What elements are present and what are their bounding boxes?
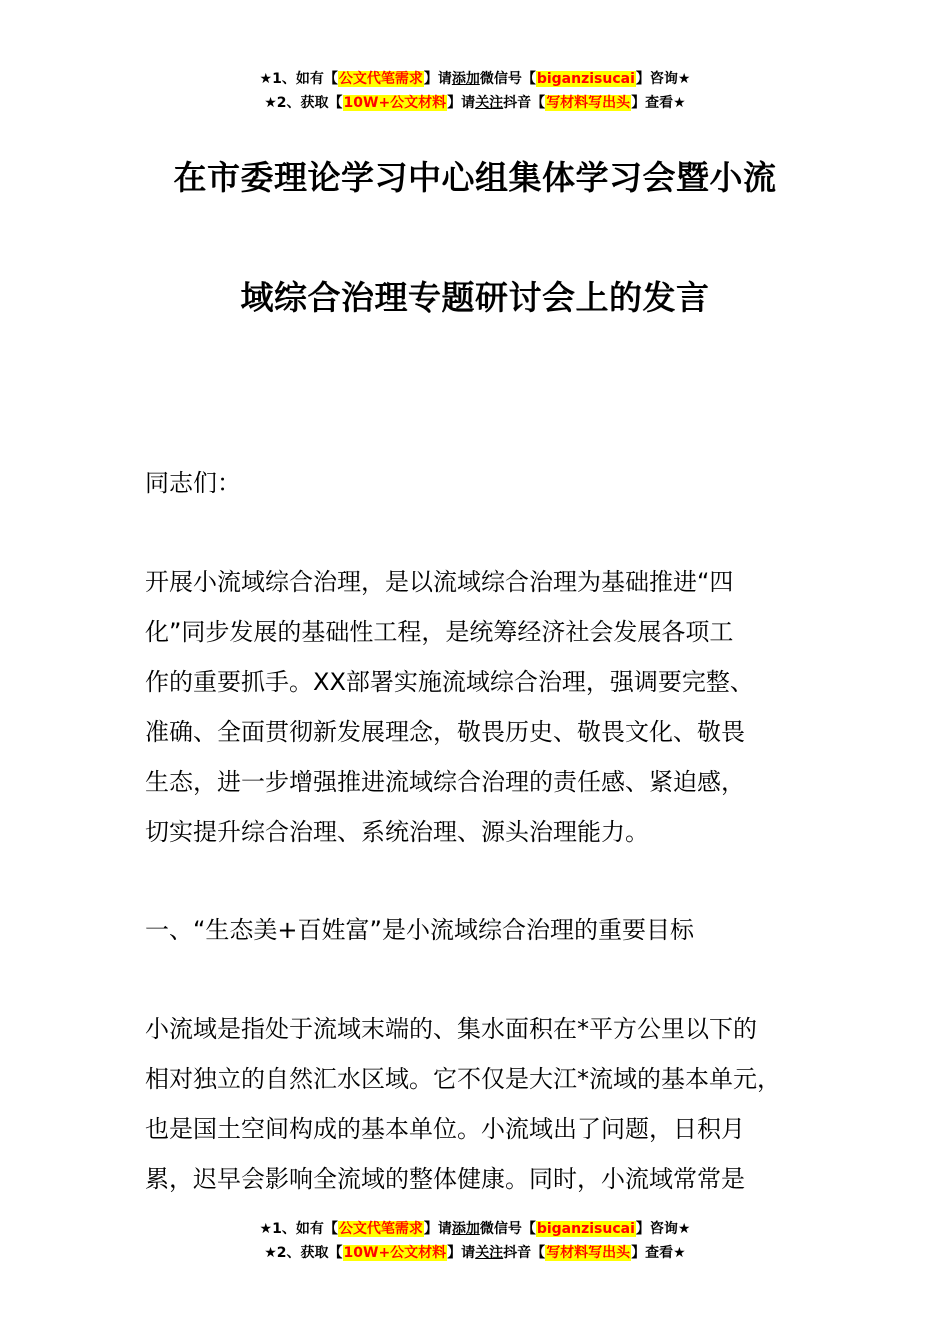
intro-paragraph <box>145 557 835 857</box>
text-line: 准确、全面贯彻新发展理念，敬畏历史、敬畏文化、敬畏 <box>145 718 745 746</box>
highlight-wechat-id: biganzisucai <box>536 71 635 87</box>
highlight-service: 公文代笔需求 <box>338 71 423 87</box>
section-paragraph <box>145 1004 835 1204</box>
highlight-wechat-id: biganzisucai <box>536 1221 635 1237</box>
text-line: 累，迟早会影响全流域的整体健康。同时，小流域常常是 <box>145 1165 745 1193</box>
highlight-materials: 10W+公文材料 <box>343 95 447 111</box>
banner-line-2: ★2、获取【10W+公文材料】请关注抖音【写材料写出头】查看★ <box>264 1245 686 1261</box>
highlight-materials: 10W+公文材料 <box>343 1245 447 1261</box>
text-line: 生态，进一步增强推进流域综合治理的责任感、紧迫感， <box>145 768 745 796</box>
text-line: 化”同步发展的基础性工程，是统筹经济社会发展各项工 <box>145 618 734 646</box>
document-title-line-1: 在市委理论学习中心组集体学习会暨小流 <box>173 158 777 197</box>
text-line: 切实提升综合治理、系统治理、源头治理能力。 <box>145 818 649 846</box>
highlight-service: 公文代笔需求 <box>338 1221 423 1237</box>
greeting: 同志们： <box>145 469 241 497</box>
footer-banner <box>0 1217 950 1265</box>
banner-line-1: ★1、如有【公文代笔需求】请添加微信号【biganzisucai】咨询★ <box>259 71 691 87</box>
highlight-douyin-account: 写材料写出头 <box>546 1245 631 1261</box>
text-line: 也是国土空间构成的基本单位。小流域出了问题，日积月 <box>145 1115 745 1143</box>
text-line: 相对独立的自然汇水区域。它不仅是大江*流域的基本单元， <box>145 1065 781 1093</box>
text-line: 作的重要抓手。XX部署实施流域综合治理，强调要完整、 <box>145 668 754 696</box>
text-line: 开展小流域综合治理，是以流域综合治理为基础推进“四 <box>145 568 734 596</box>
section-heading: 一、“生态美+百姓富”是小流域综合治理的重要目标 <box>145 916 694 944</box>
banner-line-1: ★1、如有【公文代笔需求】请添加微信号【biganzisucai】咨询★ <box>259 1221 691 1237</box>
banner-line-2: ★2、获取【10W+公文材料】请关注抖音【写材料写出头】查看★ <box>264 95 686 111</box>
header-banner <box>0 67 950 115</box>
highlight-douyin-account: 写材料写出头 <box>546 95 631 111</box>
document-title-line-2: 域综合治理专题研讨会上的发言 <box>240 278 710 317</box>
text-line: 小流域是指处于流域末端的、集水面积在*平方公里以下的 <box>145 1015 757 1043</box>
